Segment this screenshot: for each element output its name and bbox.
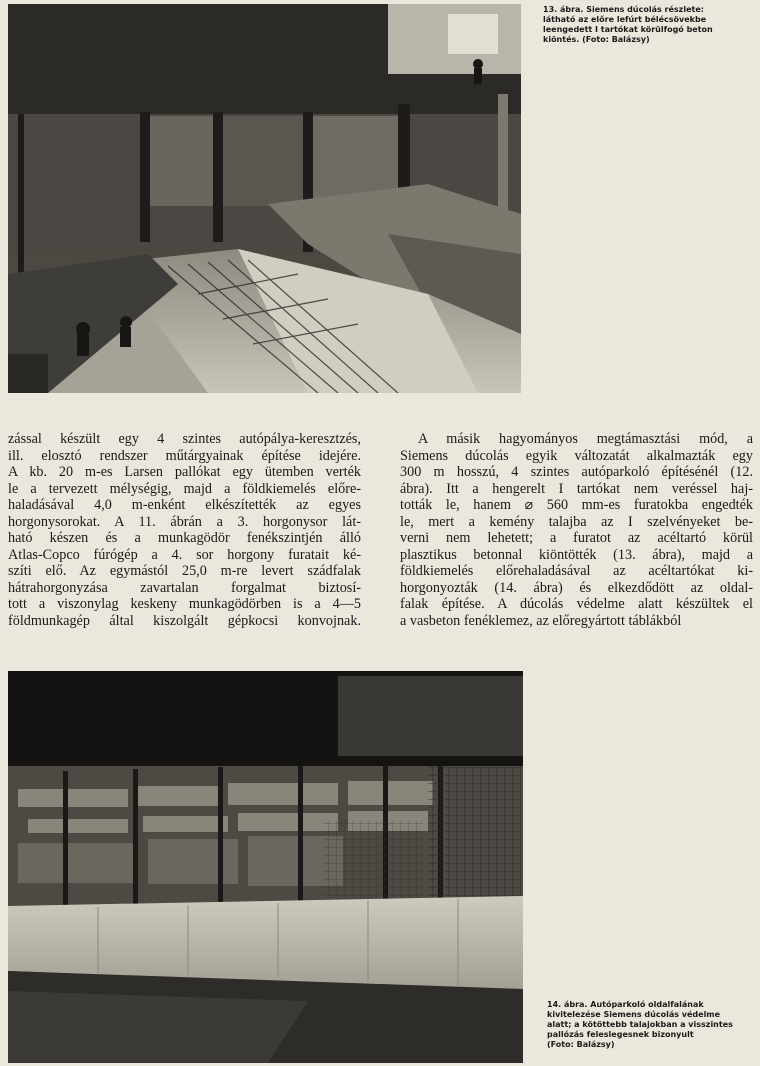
text-line: horgonysorokat. A 11. ábrán a 3. horgonysor lát- bbox=[8, 513, 361, 530]
text-line: a vasbeton fenéklemez, az előregyártott táblákból bbox=[400, 613, 682, 630]
text-line: le, mert a kemény talajba az I szelvényeket be- bbox=[400, 513, 753, 530]
caption-line: kiöntés. (Foto: Balázsy) bbox=[543, 35, 650, 44]
caption-line: pallózás feleslegesnek bizonyult bbox=[547, 1030, 694, 1039]
caption-line: látható az előre lefúrt bélécsövekbe bbox=[543, 15, 707, 24]
caption-line: (Foto: Balázsy) bbox=[547, 1040, 615, 1049]
caption-line: leengedett I tartókat körülfogó beton bbox=[543, 25, 713, 34]
figure-14-caption bbox=[547, 1000, 757, 1050]
caption-line: 13. ábra. Siemens dúcolás részlete: bbox=[543, 5, 704, 14]
text-line: tották le, hanem ⌀ 560 mm-es furatokba engedték bbox=[400, 497, 753, 514]
text-line: ható készen és a munkagödör fenékszintjén álló bbox=[8, 530, 361, 547]
left-text-column bbox=[8, 431, 361, 630]
caption-line: kivitelezése Siemens dúcolás védelme bbox=[547, 1010, 721, 1019]
text-line: Siemens dúcolás egyik változatát alkalmazták egy bbox=[400, 447, 753, 464]
text-line: haladásával 4,0 m-enként elkészítették az egyes bbox=[8, 497, 361, 514]
text-line: verni nem lehetett; a furatot az acéltartó körül bbox=[400, 530, 753, 547]
text-line: falak építése. A dúcolás védelme alatt készültek el bbox=[400, 596, 753, 613]
figure-13-photo bbox=[8, 4, 521, 393]
text-line: 300 m hosszú, 4 szintes autóparkoló építésénél (12. bbox=[400, 464, 753, 481]
retaining-wall-photo bbox=[8, 671, 523, 1063]
figure-13-caption bbox=[543, 5, 755, 45]
text-line: tott a viszonylag keskeny munkagödörben is a 4—5 bbox=[8, 596, 361, 613]
text-line: plasztikus betonnal kiöntötték (13. ábra), majd a bbox=[400, 546, 753, 563]
text-line: zással készült egy 4 szintes autópálya-keresztzés, bbox=[8, 431, 361, 447]
caption-line: alatt; a kötöttebb talajokban a visszintes bbox=[547, 1020, 733, 1029]
text-line: A kb. 20 m-es Larsen pallókat egy ütemben verték bbox=[8, 464, 361, 481]
text-line: szíti elő. Az egymástól 25,0 m-re levert szádfalak bbox=[8, 563, 361, 580]
text-line: Atlas-Copco fúrógép a 4. sor horgony furatait ké- bbox=[8, 546, 361, 563]
text-line: ábra). Itt a hengerelt I tartókat nem veréssel haj- bbox=[400, 480, 753, 497]
text-line: horgonyozták (14. ábra) és elkezdődött az oldal- bbox=[400, 579, 753, 596]
text-line: földmunkagép által kiszolgált gépkocsi konvojnak. bbox=[8, 613, 361, 630]
construction-pit-photo bbox=[8, 4, 521, 393]
text-line: hátrahorgonyzása zavartalan forgalmat biztosí- bbox=[8, 579, 361, 596]
right-text-column bbox=[400, 431, 753, 630]
figure-14-photo bbox=[8, 671, 523, 1063]
text-line: le a tervezett mélységig, majd a földkiemelés előre- bbox=[8, 480, 361, 497]
text-line: ill. elosztó rendszer műtárgyainak építése idejére. bbox=[8, 447, 361, 464]
caption-line: 14. ábra. Autóparkoló oldalfalának bbox=[547, 1000, 704, 1009]
text-line: földkiemelés előrehaladásával az acéltartókat ki- bbox=[400, 563, 753, 580]
text-line: A másik hagyományos megtámasztási mód, a bbox=[418, 431, 753, 447]
